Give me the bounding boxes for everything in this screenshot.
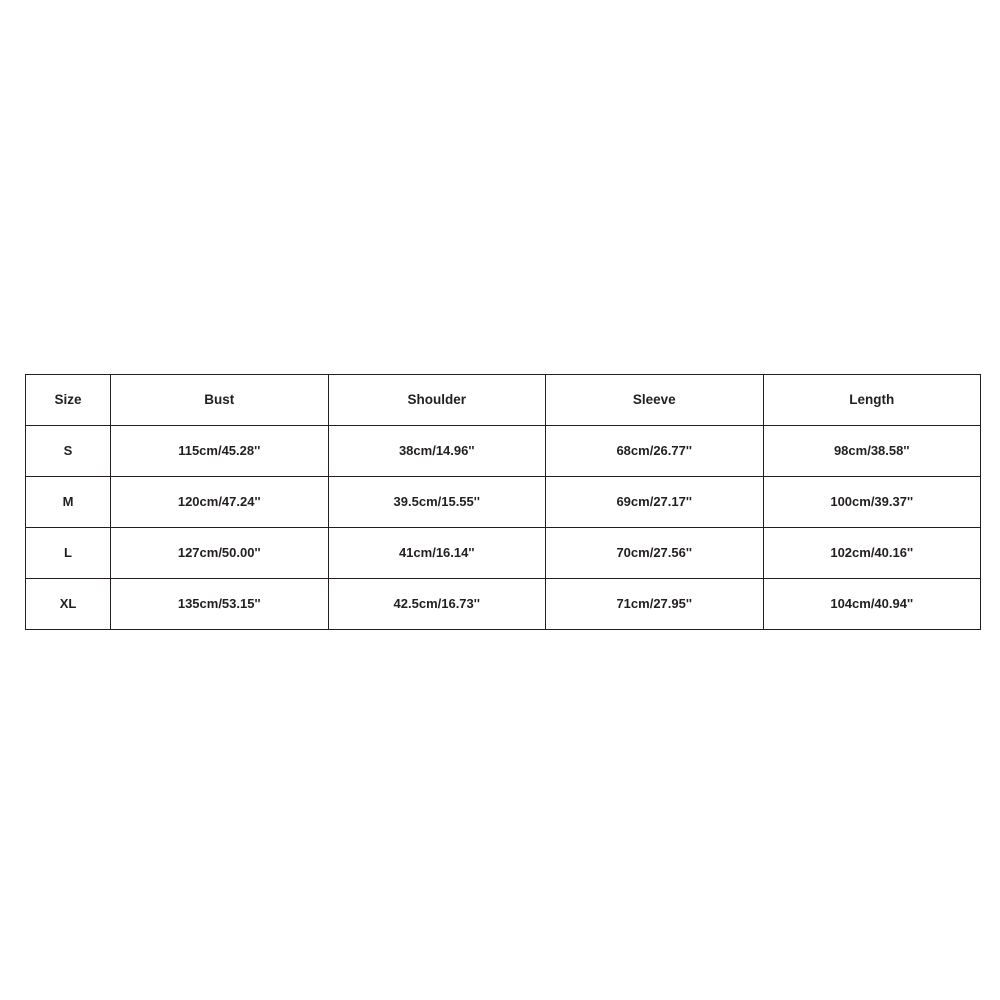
- cell-sleeve: 68cm/26.77'': [546, 426, 764, 477]
- cell-size: S: [26, 426, 111, 477]
- cell-bust: 120cm/47.24'': [111, 477, 329, 528]
- column-header-bust: Bust: [111, 375, 329, 426]
- size-chart-head: [26, 375, 981, 426]
- cell-length: 102cm/40.16'': [763, 528, 981, 579]
- cell-sleeve: 70cm/27.56'': [546, 528, 764, 579]
- table-header-row: [26, 375, 981, 426]
- cell-length: 100cm/39.37'': [763, 477, 981, 528]
- cell-sleeve: 71cm/27.95'': [546, 579, 764, 630]
- column-header-size: Size: [26, 375, 111, 426]
- cell-bust: 115cm/45.28'': [111, 426, 329, 477]
- cell-shoulder: 39.5cm/15.55'': [328, 477, 546, 528]
- table-row: [26, 426, 981, 477]
- cell-size: M: [26, 477, 111, 528]
- table-row: [26, 477, 981, 528]
- cell-shoulder: 38cm/14.96'': [328, 426, 546, 477]
- cell-bust: 127cm/50.00'': [111, 528, 329, 579]
- table-row: [26, 528, 981, 579]
- column-header-shoulder: Shoulder: [328, 375, 546, 426]
- table-row: [26, 579, 981, 630]
- size-chart-body: [26, 426, 981, 630]
- cell-shoulder: 42.5cm/16.73'': [328, 579, 546, 630]
- cell-shoulder: 41cm/16.14'': [328, 528, 546, 579]
- cell-length: 98cm/38.58'': [763, 426, 981, 477]
- cell-length: 104cm/40.94'': [763, 579, 981, 630]
- size-chart-table: [25, 374, 981, 630]
- cell-sleeve: 69cm/27.17'': [546, 477, 764, 528]
- cell-size: L: [26, 528, 111, 579]
- column-header-length: Length: [763, 375, 981, 426]
- cell-size: XL: [26, 579, 111, 630]
- cell-bust: 135cm/53.15'': [111, 579, 329, 630]
- column-header-sleeve: Sleeve: [546, 375, 764, 426]
